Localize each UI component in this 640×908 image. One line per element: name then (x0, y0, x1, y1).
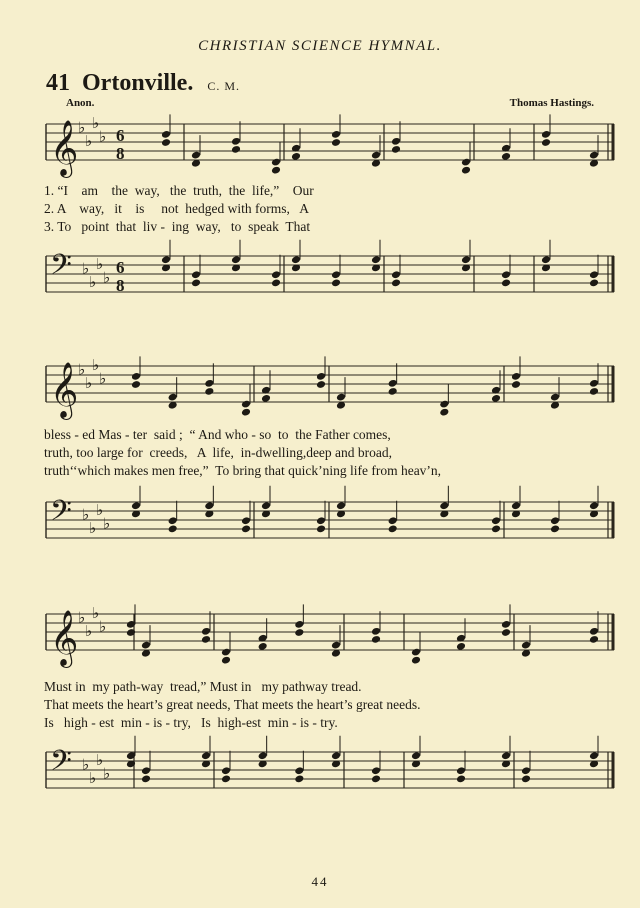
lyric-verse-2: That meets the heart’s great needs, That meets the heart’s great needs. (44, 697, 421, 712)
treble-clef-icon: 𝄞 (50, 610, 79, 666)
hymn-tune-name: Ortonville. (82, 70, 194, 96)
flat-icon: ♭ (103, 268, 111, 287)
bass-staff (44, 242, 616, 312)
bass-clef-icon: 𝄢 (50, 248, 72, 289)
note-head (501, 628, 511, 637)
note-head (461, 166, 471, 175)
note-head (291, 152, 301, 161)
treble-staff (44, 110, 616, 180)
time-signature-top: 6 (116, 258, 125, 278)
flat-icon: ♭ (78, 118, 86, 137)
flat-icon: ♭ (85, 622, 93, 640)
note-head (439, 408, 449, 417)
note-head (511, 380, 521, 389)
note-head (271, 166, 281, 175)
flat-icon: ♭ (78, 608, 86, 627)
note-head (491, 394, 501, 403)
treble-clef-icon: 𝄞 (50, 362, 79, 418)
note-head (231, 145, 241, 154)
note-head (204, 387, 214, 396)
flat-icon: ♭ (96, 751, 104, 769)
bass-clef-icon: 𝄢 (50, 744, 72, 785)
note-head (261, 394, 271, 403)
note-head (294, 628, 304, 637)
flat-icon: ♭ (85, 374, 93, 392)
flat-icon: ♭ (82, 259, 90, 278)
note-head (331, 138, 341, 147)
bass-staff (44, 488, 616, 558)
note-head (589, 635, 599, 644)
flat-icon: ♭ (96, 255, 104, 273)
note-head (161, 138, 171, 147)
note-head (331, 278, 341, 287)
time-signature-top: 6 (116, 126, 125, 146)
page-number: 44 (311, 874, 329, 889)
lyric-verse-1: bless - ed Mas - ter said ; “ And who - so to the Father comes, (44, 427, 391, 442)
note-head (316, 524, 326, 533)
note-head (141, 774, 151, 783)
note-head (241, 408, 251, 417)
note-head (491, 524, 501, 533)
flat-icon: ♭ (103, 514, 111, 533)
note-head (521, 774, 531, 783)
note-head (191, 278, 201, 287)
note-head (501, 278, 511, 287)
treble-staff (44, 600, 616, 670)
music-system-3 (44, 600, 616, 810)
lyric-verse-3: Is high - est min - is - try, Is high-est min - is - try. (44, 715, 338, 730)
flat-icon: ♭ (99, 127, 107, 146)
flat-icon: ♭ (78, 360, 86, 379)
flat-icon: ♭ (99, 369, 107, 388)
time-signature-bottom: 8 (116, 144, 125, 164)
note-head (391, 145, 401, 154)
note-head (550, 524, 560, 533)
flat-icon: ♭ (96, 501, 104, 519)
note-head (388, 387, 398, 396)
flat-icon: ♭ (85, 132, 93, 150)
flat-icon: ♭ (103, 764, 111, 783)
note-head (501, 152, 511, 161)
note-head (294, 774, 304, 783)
note-head (541, 138, 551, 147)
note-head (241, 524, 251, 533)
note-head (391, 278, 401, 287)
note-head (221, 774, 231, 783)
note-head (456, 642, 466, 651)
time-signature-bottom: 8 (116, 276, 125, 296)
hymn-meter: C. M. (207, 79, 241, 93)
note-head (371, 635, 381, 644)
music-system-1 (44, 110, 616, 310)
flat-icon: ♭ (82, 505, 90, 524)
running-head: CHRISTIAN SCIENCE HYMNAL. (198, 38, 442, 54)
lyric-verse-3: truth‘‘which makes men free,” To bring that quick’ning life from heav’n, (44, 463, 442, 478)
flat-icon: ♭ (92, 604, 100, 622)
flat-icon: ♭ (89, 519, 97, 537)
treble-clef-icon: 𝄞 (50, 120, 79, 176)
note-head (258, 642, 268, 651)
note-head (456, 774, 466, 783)
hymn-title (46, 70, 240, 97)
music-attribution: Thomas Hastings. (509, 97, 594, 109)
note-head (411, 656, 421, 665)
lyric-verse-1: Must in my path-way tread,” Must in my pathway tread. (44, 679, 362, 694)
flat-icon: ♭ (89, 273, 97, 291)
note-head (589, 278, 599, 287)
treble-staff (44, 352, 616, 422)
note-head (201, 635, 211, 644)
flat-icon: ♭ (82, 755, 90, 774)
lyric-verse-2: 2. A way, it is not hedged with forms, A (44, 201, 309, 216)
note-head (168, 524, 178, 533)
note-head (271, 278, 281, 287)
flat-icon: ♭ (99, 617, 107, 636)
flat-icon: ♭ (92, 356, 100, 374)
bass-staff (44, 738, 616, 808)
note-head (371, 774, 381, 783)
note-head (131, 380, 141, 389)
flat-icon: ♭ (89, 769, 97, 787)
note-head (221, 656, 231, 665)
flat-icon: ♭ (92, 114, 100, 132)
lyric-verse-1: 1. “I am the way, the truth, the life,” Our (44, 183, 314, 198)
bass-clef-icon: 𝄢 (50, 494, 72, 535)
note-head (589, 387, 599, 396)
lyric-verse-2: truth, too large for creeds, A life, in-dwelling,deep and broad, (44, 445, 393, 460)
hymn-number: 41 (46, 70, 70, 96)
words-attribution: Anon. (66, 97, 95, 109)
lyric-verse-3: 3. To point that liv - ing way, to speak That (44, 219, 311, 234)
music-system-2 (44, 352, 616, 552)
note-head (388, 524, 398, 533)
note-head (316, 380, 326, 389)
